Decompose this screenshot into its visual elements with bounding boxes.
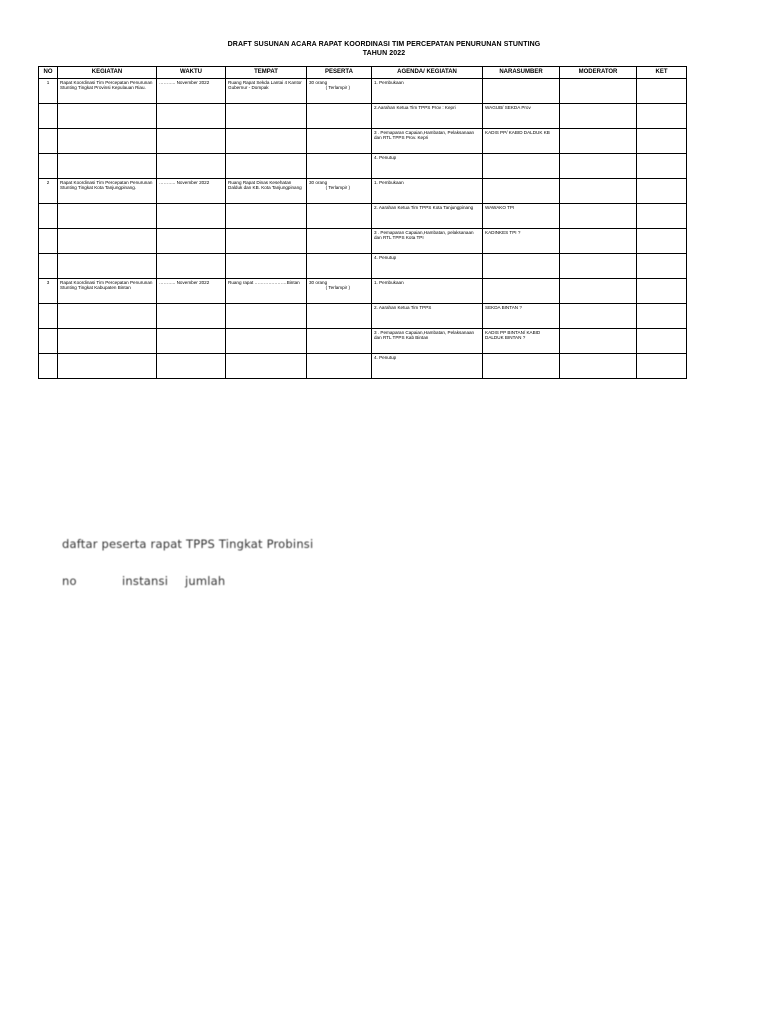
cell-kegiatan: Rapat Koordinasi Tim Percepatan Penurunan Stunting Tingkat Kota Tanjungpinang. xyxy=(58,179,157,204)
cell-no xyxy=(39,129,58,154)
cell-ket xyxy=(637,304,687,329)
cell-narasumber xyxy=(483,154,560,179)
cell-moderator xyxy=(560,204,637,229)
cell-ket xyxy=(637,254,687,279)
cell-narasumber: KADIS PP BINTAN/ KABID DALDUK BINTAN ? xyxy=(483,329,560,354)
table-row xyxy=(39,79,687,104)
cell-waktu xyxy=(157,304,226,329)
cell-ket xyxy=(637,179,687,204)
cell-moderator xyxy=(560,104,637,129)
cell-narasumber: SEKDA BINTAN ? xyxy=(483,304,560,329)
cell-tempat: Ruang Rapat Dinas Kesehatan Dalduk dan KB. Kota Tanjungpinang xyxy=(226,179,307,204)
cell-ket xyxy=(637,79,687,104)
cell-kegiatan xyxy=(58,204,157,229)
cell-waktu: ……….. November 2022 xyxy=(157,279,226,304)
column-no: no xyxy=(62,574,77,588)
cell-tempat xyxy=(226,254,307,279)
cell-no xyxy=(39,204,58,229)
cell-agenda: 3 . Pemaparan Capaian,Hambatan, Pelaksanaan dan RTL TPPS Prov. Kepri xyxy=(372,129,483,154)
cell-narasumber xyxy=(483,254,560,279)
column-instansi: instansi xyxy=(122,574,169,588)
cell-narasumber: KADINKES TPI ? xyxy=(483,229,560,254)
cell-agenda: 2. Aarahan Ketua Tim TPPS xyxy=(372,304,483,329)
cell-no: 2 xyxy=(39,179,58,204)
cell-moderator xyxy=(560,179,637,204)
table-header-row xyxy=(39,67,687,79)
cell-no: 3 xyxy=(39,279,58,304)
cell-waktu xyxy=(157,354,226,379)
table-row xyxy=(39,104,687,129)
cell-peserta xyxy=(307,154,372,179)
cell-peserta xyxy=(307,104,372,129)
cell-narasumber: WAGUB/ SEKDA Prov xyxy=(483,104,560,129)
cell-moderator xyxy=(560,304,637,329)
cell-no xyxy=(39,329,58,354)
header-agenda: AGENDA/ KEGIATAN xyxy=(372,67,483,79)
cell-ket xyxy=(637,229,687,254)
table-row xyxy=(39,229,687,254)
header-no: NO xyxy=(39,67,58,79)
cell-peserta xyxy=(307,129,372,154)
cell-agenda: 4. Penutup xyxy=(372,154,483,179)
cell-ket xyxy=(637,279,687,304)
cell-waktu xyxy=(157,229,226,254)
cell-kegiatan xyxy=(58,154,157,179)
cell-no xyxy=(39,304,58,329)
cell-tempat xyxy=(226,104,307,129)
cell-ket xyxy=(637,129,687,154)
cell-waktu xyxy=(157,254,226,279)
cell-waktu xyxy=(157,104,226,129)
cell-ket xyxy=(637,104,687,129)
cell-agenda: 2.Aarahan Ketua Tim TPPS Prov : Kepri xyxy=(372,104,483,129)
cell-peserta xyxy=(307,354,372,379)
cell-peserta xyxy=(307,329,372,354)
cell-waktu: ……….. November 2022 xyxy=(157,179,226,204)
cell-agenda: 4. Penutup xyxy=(372,354,483,379)
cell-moderator xyxy=(560,229,637,254)
header-narasumber: NARASUMBER xyxy=(483,67,560,79)
header-waktu: WAKTU xyxy=(157,67,226,79)
cell-moderator xyxy=(560,254,637,279)
cell-tempat xyxy=(226,129,307,154)
table-row xyxy=(39,329,687,354)
cell-waktu xyxy=(157,154,226,179)
schedule-table xyxy=(38,66,687,379)
cell-ket xyxy=(637,329,687,354)
cell-narasumber xyxy=(483,79,560,104)
cell-agenda: 3 . Pemaparan Capaian,Hambatan, Pelaksanaan dan RTL TPPS Kab Bintan xyxy=(372,329,483,354)
cell-kegiatan xyxy=(58,104,157,129)
cell-agenda: 1. Pembukaan xyxy=(372,279,483,304)
cell-moderator xyxy=(560,354,637,379)
cell-no xyxy=(39,154,58,179)
column-jumlah: jumlah xyxy=(185,574,226,588)
cell-moderator xyxy=(560,79,637,104)
header-kegiatan: KEGIATAN xyxy=(58,67,157,79)
cell-peserta: 30 orang ( Terlampir ) xyxy=(307,79,372,104)
participant-list-columns xyxy=(62,574,225,588)
cell-tempat xyxy=(226,329,307,354)
cell-kegiatan xyxy=(58,254,157,279)
cell-kegiatan: Rapat Koordinasi Tim Percepatan Penurunan Stunting Tingkat Kabupaten Bintan xyxy=(58,279,157,304)
cell-moderator xyxy=(560,129,637,154)
cell-tempat xyxy=(226,204,307,229)
cell-waktu xyxy=(157,329,226,354)
cell-agenda: 2. Aarahan Ketua Tim TPPS Kota Tanjungpinang xyxy=(372,204,483,229)
cell-tempat xyxy=(226,354,307,379)
cell-tempat: Ruang rapat …………………Bintan xyxy=(226,279,307,304)
table-row xyxy=(39,179,687,204)
cell-peserta xyxy=(307,229,372,254)
table-row xyxy=(39,129,687,154)
cell-peserta xyxy=(307,204,372,229)
cell-moderator xyxy=(560,154,637,179)
table-row xyxy=(39,279,687,304)
cell-narasumber xyxy=(483,179,560,204)
cell-kegiatan xyxy=(58,304,157,329)
cell-waktu: ……….. November 2022 xyxy=(157,79,226,104)
cell-no xyxy=(39,254,58,279)
cell-kegiatan xyxy=(58,329,157,354)
table-row xyxy=(39,154,687,179)
cell-ket xyxy=(637,154,687,179)
cell-narasumber: KADIS PP/ KABID DALDUK KB xyxy=(483,129,560,154)
cell-peserta: 30 orang ( Terlampir ) xyxy=(307,179,372,204)
cell-narasumber: WAWAKO TPI xyxy=(483,204,560,229)
table-row xyxy=(39,304,687,329)
cell-narasumber xyxy=(483,354,560,379)
header-moderator: MODERATOR xyxy=(560,67,637,79)
cell-waktu xyxy=(157,129,226,154)
cell-narasumber xyxy=(483,279,560,304)
cell-no xyxy=(39,229,58,254)
table-row xyxy=(39,204,687,229)
cell-kegiatan xyxy=(58,129,157,154)
cell-ket xyxy=(637,204,687,229)
header-tempat: TEMPAT xyxy=(226,67,307,79)
table-row xyxy=(39,254,687,279)
cell-tempat xyxy=(226,229,307,254)
cell-tempat xyxy=(226,304,307,329)
cell-kegiatan: Rapat Koordinasi Tim Percepatan Penurunan Stunting Tingkat Provinsi Kepulauan Riau. xyxy=(58,79,157,104)
cell-moderator xyxy=(560,279,637,304)
cell-waktu xyxy=(157,204,226,229)
cell-tempat: Ruang Rapat Sekda Lantai 4 Kantor Gubernur - Dompak xyxy=(226,79,307,104)
cell-ket xyxy=(637,354,687,379)
document-title: DRAFT SUSUNAN ACARA RAPAT KOORDINASI TIM PERCEPATAN PENURUNAN STUNTING xyxy=(227,41,541,48)
header-ket: KET xyxy=(637,67,687,79)
cell-kegiatan xyxy=(58,229,157,254)
cell-tempat xyxy=(226,154,307,179)
cell-moderator xyxy=(560,329,637,354)
cell-agenda: 3 . Pemaparan Capaian,Hambatan, pelaksanaan dan RTL TPPS Kota TPI xyxy=(372,229,483,254)
table-row xyxy=(39,354,687,379)
cell-no xyxy=(39,104,58,129)
cell-agenda: 1. Pembukaan xyxy=(372,79,483,104)
participant-list-title: daftar peserta rapat TPPS Tingkat Probinsi xyxy=(62,537,314,551)
cell-peserta xyxy=(307,304,372,329)
cell-agenda: 4. Penutup xyxy=(372,254,483,279)
cell-kegiatan xyxy=(58,354,157,379)
header-peserta: PESERTA xyxy=(307,67,372,79)
cell-agenda: 1. Pembukaan xyxy=(372,179,483,204)
document-year: TAHUN 2022 xyxy=(362,50,406,57)
cell-peserta: 30 orang ( Terlampir ) xyxy=(307,279,372,304)
cell-peserta xyxy=(307,254,372,279)
cell-no: 1 xyxy=(39,79,58,104)
cell-no xyxy=(39,354,58,379)
